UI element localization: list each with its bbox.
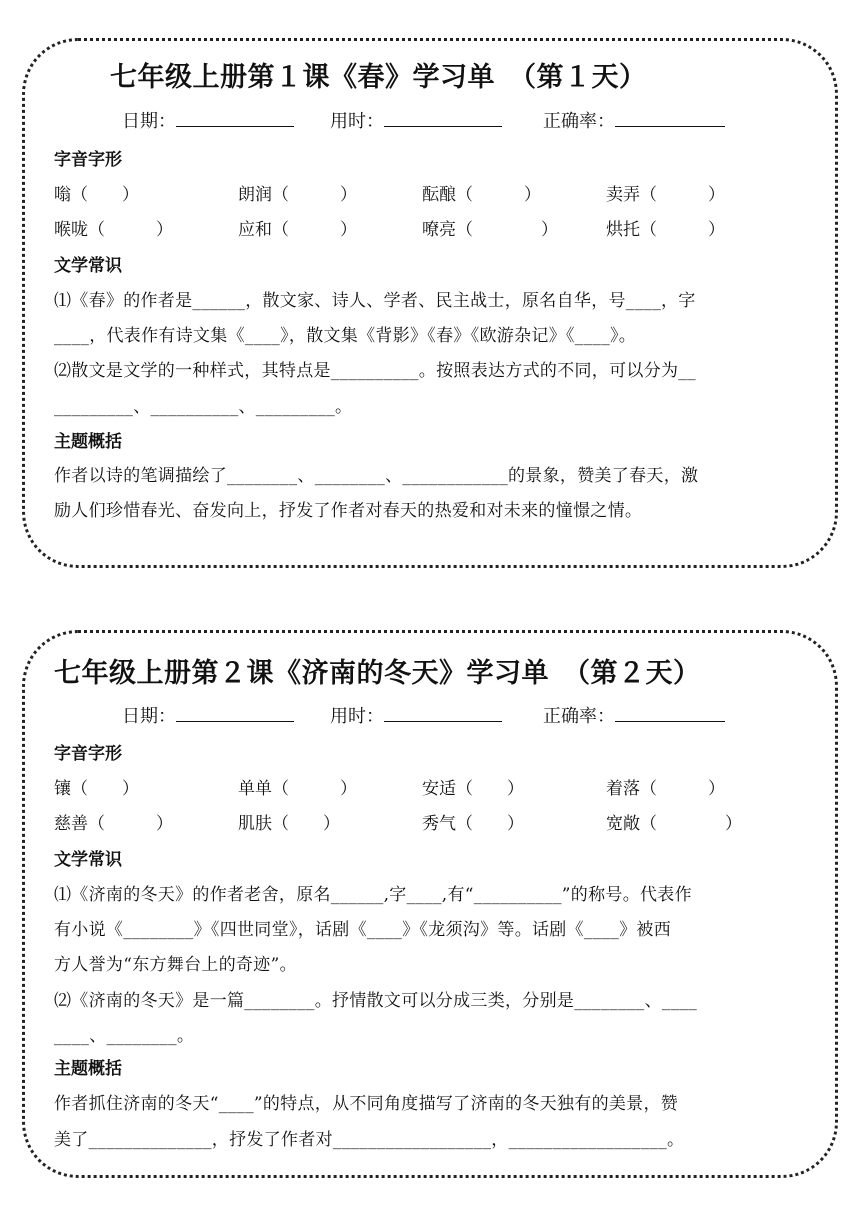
word-item: 嗡（ ） [54, 185, 139, 205]
literature-line: ____，代表作有诗文集《____》，散文集《背影》《春》《欧游杂记》《____》。 [54, 326, 637, 346]
section-heading-theme-1: 主题概括 [54, 432, 122, 452]
theme-line: 励人们珍惜春光、奋发向上，抒发了作者对春天的热爱和对未来的憧憬之情。 [54, 501, 643, 521]
word-item: 卖弄（ ） [606, 185, 725, 205]
time-label: 用时： [330, 706, 384, 727]
literature-line: ____、________。 [54, 1026, 195, 1046]
word-item: 喉咙（ ） [54, 220, 173, 240]
date-field-1 [122, 107, 294, 133]
literature-line: ⑵《济南的冬天》是一篇________。抒情散文可以分成三类，分别是________、____ [54, 991, 698, 1011]
word-item: 单单（ ） [238, 779, 357, 799]
time-blank[interactable] [384, 703, 502, 722]
accuracy-label: 正确率： [543, 111, 615, 132]
accuracy-blank[interactable] [615, 703, 725, 722]
section-heading-literature-1: 文学常识 [54, 256, 122, 276]
word-item: 嘹亮（ ） [422, 220, 558, 240]
word-item: 宽敞（ ） [606, 814, 742, 834]
accuracy-field-2 [543, 702, 725, 728]
accuracy-label: 正确率： [543, 706, 615, 727]
literature-line: _________、__________、_________。 [54, 397, 353, 417]
literature-line: ⑵散文是文学的一种样式，其特点是__________。按照表达方式的不同，可以分为__ [54, 361, 696, 381]
word-item: 着落（ ） [606, 779, 725, 799]
word-item: 朗润（ ） [238, 185, 357, 205]
time-field-1 [330, 107, 502, 133]
time-label: 用时： [330, 111, 384, 132]
theme-line: 作者抓住济南的冬天“____”的特点，从不同角度描写了济南的冬天独有的美景，赞 [54, 1094, 679, 1114]
literature-line: ⑴《济南的冬天》的作者老舍，原名______,字____,有“__________”的称号。代表作 [54, 885, 692, 905]
time-blank[interactable] [384, 108, 502, 127]
worksheet-title-1: 七年级上册第１课《春》学习单 （第１天） [110, 62, 647, 93]
time-field-2 [330, 702, 502, 728]
section-heading-literature-2: 文学常识 [54, 850, 122, 870]
literature-line: 方人誉为“东方舞台上的奇迹”。 [54, 955, 297, 975]
word-item: 镶（ ） [54, 779, 139, 799]
section-heading-pronunciation-2: 字音字形 [54, 744, 122, 764]
date-blank[interactable] [176, 108, 294, 127]
accuracy-field-1 [543, 107, 725, 133]
literature-line: ⑴《春》的作者是______，散文家、诗人、学者、民主战士，原名自华，号____，字 [54, 291, 696, 311]
section-heading-theme-2: 主题概括 [54, 1059, 122, 1079]
date-label: 日期： [122, 111, 176, 132]
theme-line: 美了______________，抒发了作者对__________________，__________________。 [54, 1130, 685, 1150]
literature-line: 有小说《________》《四世同堂》，话剧《____》《龙须沟》等。话剧《____》被西 [54, 920, 671, 940]
word-item: 安适（ ） [422, 779, 524, 799]
section-heading-pronunciation-1: 字音字形 [54, 150, 122, 170]
word-item: 秀气（ ） [422, 814, 524, 834]
worksheet-title-2: 七年级上册第２课《济南的冬天》学习单 （第２天） [54, 658, 701, 689]
word-item: 肌肤（ ） [238, 814, 340, 834]
accuracy-blank[interactable] [615, 108, 725, 127]
date-label: 日期： [122, 706, 176, 727]
word-item: 应和（ ） [238, 220, 357, 240]
word-item: 烘托（ ） [606, 220, 725, 240]
date-field-2 [122, 702, 294, 728]
date-blank[interactable] [176, 703, 294, 722]
theme-line: 作者以诗的笔调描绘了________、________、____________的景象，赞美了春天，激 [54, 466, 699, 486]
word-item: 慈善（ ） [54, 814, 173, 834]
word-item: 酝酿（ ） [422, 185, 541, 205]
